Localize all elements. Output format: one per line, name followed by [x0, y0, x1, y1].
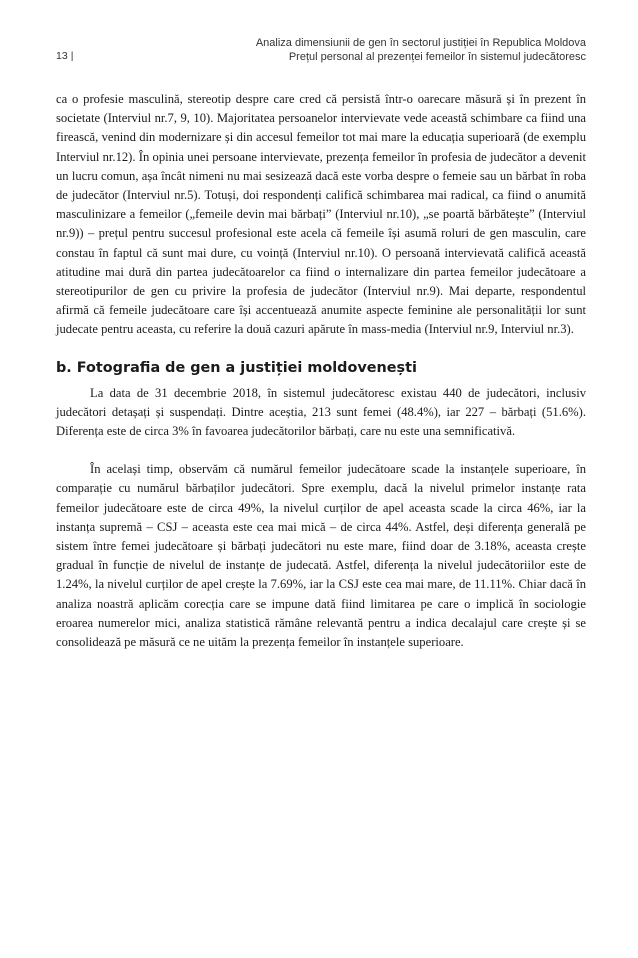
section-heading: b. Fotografia de gen a justiției moldovenești	[56, 359, 417, 376]
page-number-value: 13	[56, 50, 68, 62]
paragraph-spacer	[56, 441, 586, 460]
body-paragraph-3: În același timp, observăm că numărul femeilor judecătoare scade la instanțele superioare, în comparație cu numărul bărbaților judecători. Spre exemplu, dacă la nivelul primelor instanțe rata femeilor judecătoare este de circa 49%, la nivelul curților de apel aceasta scade la circa 46%, iar la instanța supremă – CSJ – aceasta este cea mai mică – de circa 44%. Astfel, deși diferența generală pe sistem între femei judecătoare și bărbați judecători nu este mare, fiind doar de 3.18%, aceasta crește gradual în funcție de nivelul de instanțe de judecată. Astfel, diferența la nivelul judecătoriilor este de 1.24%, la nivelul curților de apel crește la 7.69%, iar la CSJ este cea mai mare, de 11.11%. Chiar dacă în analiza noastră aplicăm corecția care se impune dată fiind limitarea pe care o implică în sociologie eroarea numerelor mici, analiza statistică rămâne relevantă pentru a indica decalajul care crește și se consolidează pe măsură ce ne uităm la prezența femeilor în instanțele superioare.	[56, 462, 586, 650]
body-paragraph-2: La data de 31 decembrie 2018, în sistemul judecătoresc existau 440 de judecători, inclusiv judecători detașați și suspendați. Dintre aceștia, 213 sunt femei (48.4%), iar 227 – bărbați (51.6%). Diferența este de circa 3% în favoarea judecătorilor bărbați, care nu este una semnificativă.	[56, 385, 586, 439]
page-header	[56, 36, 586, 76]
running-header-title: Analiza dimensiunii de gen în sectorul justiției în Republica Moldova	[255, 37, 586, 49]
running-header-subtitle: Prețul personal al prezenței femeilor în sistemul judecătoresc	[288, 51, 586, 63]
page-number	[56, 50, 73, 62]
page-body	[56, 90, 586, 652]
running-header	[256, 36, 586, 64]
page-number-separator: |	[70, 50, 74, 62]
body-paragraph-1: ca o profesie masculină, stereotip despre care cred că persistă într-o oarecare măsură și în prezent în societate (Interviul nr.7, 9, 10). Majoritatea persoanelor intervievate vede această schimbare ca fiind una firească, venind din modernizare și din accesul femeilor tot mai mare la educația superioară (de exemplu Interviul nr.12). În opinia unei persoane intervievate, prezența femeilor în profesia de judecător a devenit un lucru comun, așa încât nimeni nu mai sesizează dacă este vorba despre o femeie sau un bărbat în roba de judecător (Interviul nr.5). Totuși, doi respondenți califică schimbarea mai radical, ca fiind o anumită masculinizare a femeilor („femeile devin mai bărbați” (Interviul nr.10), „se poartă bărbătește” (Interviul nr.9)) – prețul pentru succesul profesional este acela că femeile își asumă roluri de gen masculin, care constau în faptul că sunt mai dure, cu voință (Interviul nr.10). O persoană intervievată califică această atitudine mai dură din partea judecătoarelor ca fiind o internalizare din partea femeilor judecătoare a stereotipurilor de gen cu privire la profesia de judecător (Interviul nr.9). Mai departe, respondentul afirmă că femeile judecătoare care își accentuează anumite aspecte feminine ale personalității lor sunt judecate pentru aceasta, cu referire la două cazuri apărute în mass-media (Interviul nr.9, Interviul nr.3).	[56, 92, 586, 337]
